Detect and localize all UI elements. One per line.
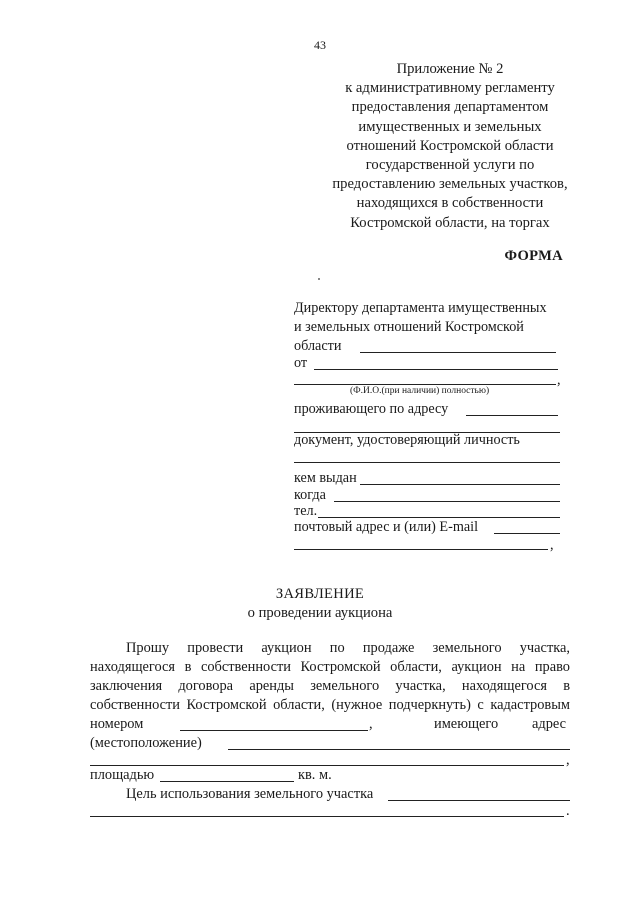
- sq-m-label: кв. м.: [298, 767, 332, 783]
- issued-by-label: кем выдан: [294, 470, 357, 486]
- statement-paragraph-line: собственности Костромской области, (нужное подчеркнуть) с кадастровым: [90, 697, 570, 713]
- region-field-line[interactable]: [360, 352, 556, 353]
- cadastral-number-field-line[interactable]: [180, 730, 368, 731]
- location-field-line-2[interactable]: [90, 765, 564, 766]
- addressee-line: области: [294, 338, 342, 354]
- appendix-line: отношений Костромской области: [346, 137, 554, 154]
- purpose-field-line[interactable]: [388, 800, 570, 801]
- form-label: ФОРМА: [504, 248, 563, 264]
- addressee-line: Директору департамента имущественных: [294, 300, 547, 316]
- postal-label: почтовый адрес и (или) E-mail: [294, 519, 479, 535]
- from-field-line[interactable]: [314, 369, 558, 370]
- appendix-line: государственной услуги по: [365, 157, 535, 174]
- number-label: номером: [90, 716, 144, 732]
- appendix-line: Костромской области, на торгах: [350, 214, 550, 231]
- purpose-field-line-2[interactable]: [90, 816, 564, 817]
- when-label: когда: [294, 487, 326, 503]
- postal-comma: ,: [550, 537, 554, 553]
- appendix-header: [300, 60, 600, 233]
- location-comma: ,: [566, 752, 570, 768]
- fio-hint: (Ф.И.О.(при наличии) полностью): [350, 386, 490, 396]
- when-field-line[interactable]: [334, 501, 560, 502]
- statement-paragraph-line: находящегося в собственности Костромской области, аукцион на право: [90, 659, 570, 675]
- id-document-field-line[interactable]: [294, 462, 560, 463]
- issued-by-field-line[interactable]: [360, 484, 560, 485]
- appendix-line: предоставлению земельных участков,: [332, 176, 568, 193]
- purpose-label: Цель использования земельного участка: [126, 786, 374, 802]
- appendix-line: предоставления департаментом: [351, 99, 549, 116]
- number-comma: ,: [369, 716, 373, 732]
- residing-label: проживающего по адресу: [294, 401, 449, 417]
- statement-title: ЗАЯВЛЕНИЕ: [275, 586, 365, 602]
- address-label: адрес: [532, 716, 567, 732]
- appendix-line: находящихся в собственности: [356, 195, 544, 212]
- postal-field-line-2[interactable]: [294, 549, 548, 550]
- location-label: (местоположение): [90, 735, 202, 751]
- appendix-line: Приложение № 2: [396, 61, 504, 77]
- phone-label: тел.: [294, 503, 318, 519]
- phone-field-line[interactable]: [318, 517, 560, 518]
- appendix-line: к административному регламенту: [345, 80, 555, 97]
- addressee-line: и земельных отношений Костромской: [294, 319, 524, 335]
- having-label: имеющего: [434, 716, 499, 732]
- location-field-line[interactable]: [228, 749, 570, 750]
- from-label: от: [294, 355, 308, 371]
- fio-comma: ,: [557, 372, 561, 388]
- statement-paragraph-line: Прошу провести аукцион по продаже земельного участка,: [126, 640, 570, 656]
- id-document-label: документ, удостоверяющий личность: [294, 432, 520, 448]
- purpose-period: .: [566, 803, 570, 819]
- scan-speck: [318, 278, 320, 280]
- area-field-line[interactable]: [160, 781, 294, 782]
- appendix-line: имущественных и земельных: [358, 118, 542, 135]
- residing-field-line[interactable]: [466, 415, 558, 416]
- postal-field-line[interactable]: [494, 533, 560, 534]
- fio-field-line[interactable]: [294, 384, 556, 385]
- statement-subtitle: о проведении аукциона: [247, 605, 393, 621]
- area-label: площадью: [90, 767, 155, 783]
- statement-paragraph-line: заключения договора аренды земельного участка, находящегося в: [90, 678, 570, 694]
- page-number: 43: [314, 38, 326, 52]
